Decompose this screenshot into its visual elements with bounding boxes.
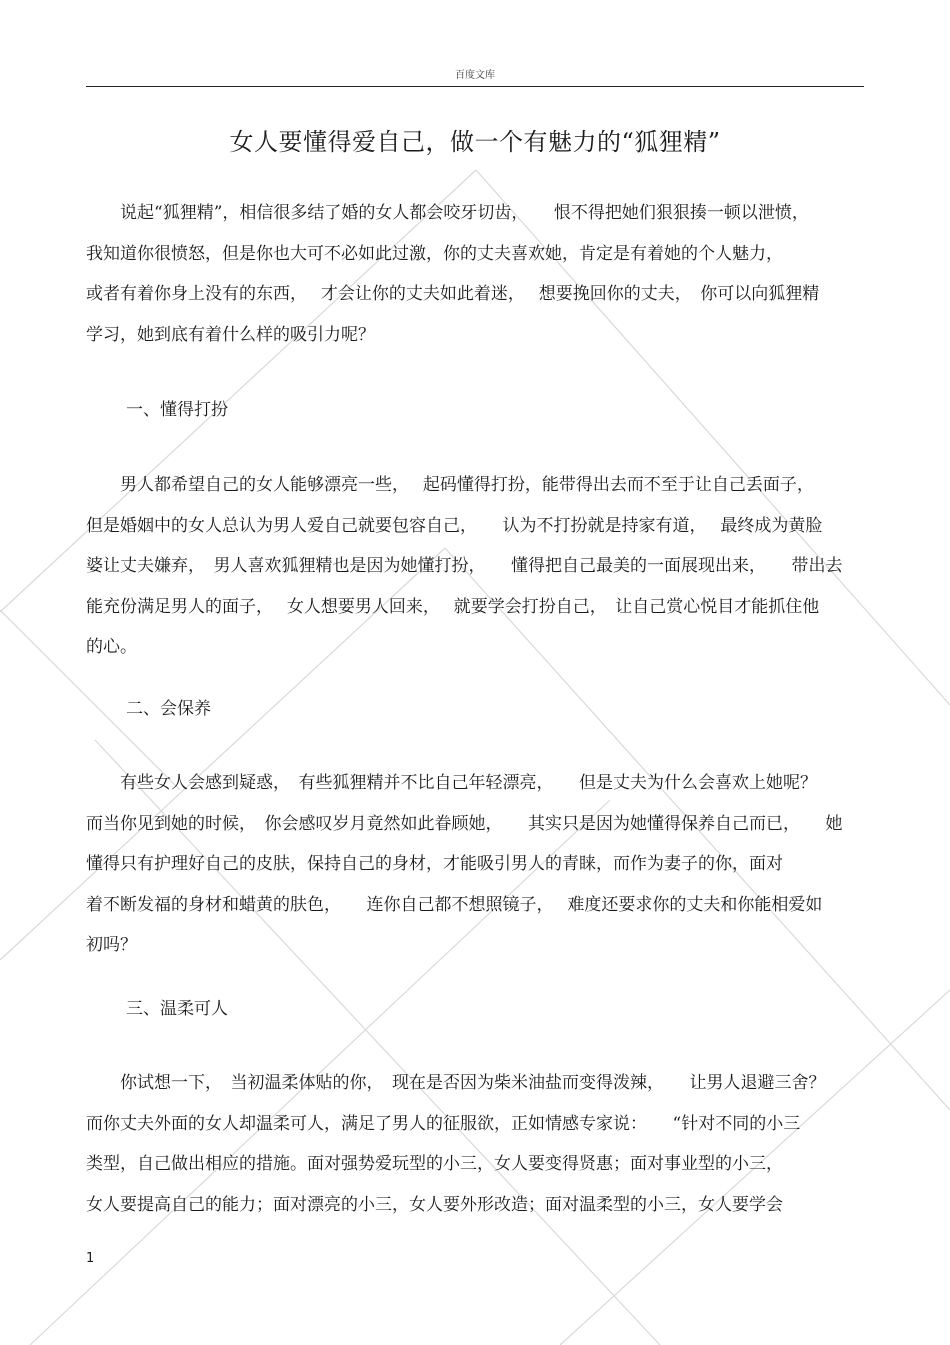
text-line: 男人都希望自己的女人能够漂亮一些， 起码懂得打扮，能带得出去而不至于让自己丢面子，: [86, 475, 814, 495]
text-line: 你试想一下， 当初温柔体贴的你， 现在是否因为柴米油盐而变得泼辣， 让男人退避三舍？: [86, 1073, 826, 1093]
text-line: 而当你见到她的时候， 你会感叹岁月竟然如此眷顾她， 其实只是因为她懂得保养自己而已， 她: [86, 813, 843, 834]
text-line: 婆让丈夫嫌弃， 男人喜欢狐狸精也是因为她懂打扮， 懂得把自己最美的一面展现出来， 带出去: [86, 556, 843, 577]
text-line: 的心。: [86, 637, 137, 658]
text-line: 而你丈夫外面的女人却温柔可人，满足了男人的征服欲，正如情感专家说： “针对不同的小三: [86, 1113, 801, 1134]
text-line: 学习，她到底有着什么样的吸引力呢？: [86, 324, 375, 345]
text-line: 懂得只有护理好自己的皮肤，保持自己的身材，才能吸引男人的青睐，而作为妻子的你，面对: [86, 854, 783, 875]
section-paragraph: [86, 465, 864, 668]
text-line: 说起“狐狸精”，相信很多结了婚的女人都会咬牙切齿， 恨不得把她们狠狠揍一顿以泄愤，: [86, 203, 809, 223]
section-paragraph: [86, 763, 864, 966]
text-line: 女人要提高自己的能力；面对漂亮的小三，女人要外形改造；面对温柔型的小三，女人要学会: [86, 1194, 783, 1215]
page-number: 1: [86, 1251, 95, 1266]
section-heading: 三、温柔可人: [126, 999, 228, 1019]
page-header-text: 百度文库: [455, 70, 495, 81]
intro-paragraph: [86, 193, 864, 355]
text-line: 初吗？: [86, 935, 137, 956]
text-line: 或者有着你身上没有的东西， 才会让你的丈夫如此着迷， 想要挽回你的丈夫， 你可以向狐狸精: [86, 284, 820, 305]
text-line: 我知道你很愤怒，但是你也大可不必如此过激，你的丈夫喜欢她，肯定是有着她的个人魅力，: [86, 243, 783, 264]
text-line: 有些女人会感到疑惑， 有些狐狸精并不比自己年轻漂亮， 但是丈夫为什么会喜欢上她呢？: [86, 773, 817, 793]
text-line: 能充份满足男人的面子， 女人想要男人回来， 就要学会打扮自己， 让自己赏心悦目才能抓住他: [86, 596, 820, 617]
text-line: 类型，自己做出相应的措施。面对强势爱玩型的小三，女人要变得贤惠；面对事业型的小三，: [86, 1154, 783, 1175]
section-heading: 二、会保养: [126, 699, 211, 719]
text-line: 着不断发福的身材和蜡黄的肤色， 连你自己都不想照镜子， 难度还要求你的丈夫和你能相爱如: [86, 894, 823, 915]
text-line: 但是婚姻中的女人总认为男人爱自己就要包容自己， 认为不打扮就是持家有道， 最终成为黄脸: [86, 515, 823, 536]
header-rule: [86, 86, 864, 87]
section-paragraph: [86, 1063, 864, 1225]
document-title: 女人要懂得爱自己，做一个有魅力的“狐狸精”: [229, 128, 721, 156]
section-heading: 一、懂得打扮: [126, 400, 228, 420]
